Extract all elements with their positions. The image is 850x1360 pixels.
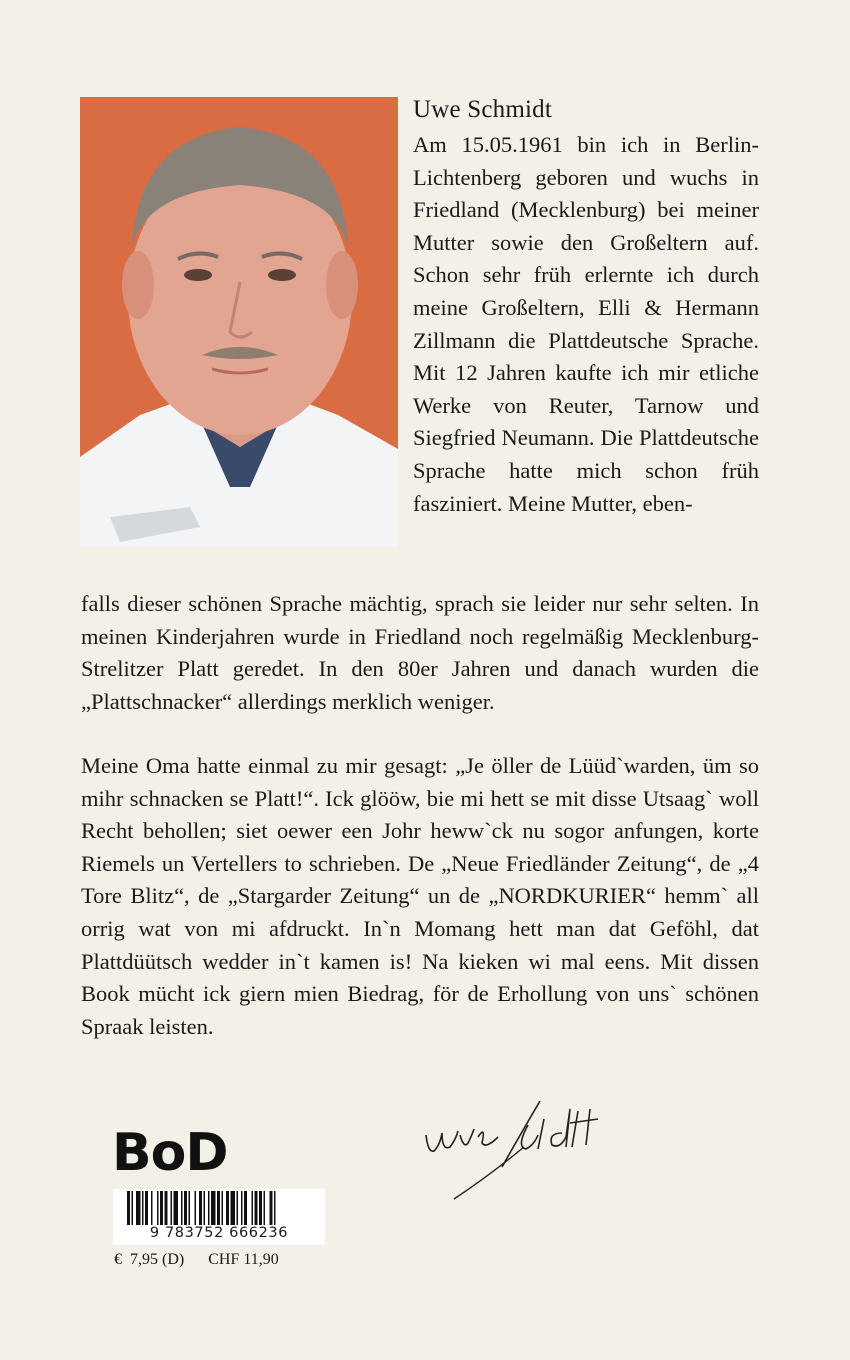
barcode-bar bbox=[204, 1191, 206, 1225]
barcode-bar bbox=[241, 1191, 243, 1225]
barcode-bar bbox=[145, 1191, 148, 1225]
publisher-logo: BoD bbox=[112, 1123, 228, 1183]
barcode-bar bbox=[199, 1191, 202, 1225]
barcode-bar bbox=[151, 1191, 153, 1225]
barcode-bar bbox=[217, 1191, 220, 1225]
barcode-bar bbox=[171, 1191, 173, 1225]
bio-text-continued: falls dieser schönen Sprache mächtig, sprach sie leider nur sehr selten. In meinen Kinderjahren wurde in Friedland noch regelmäßig Mecklenburg-Strelitzer Platt geredet. In den 80er Jahren und danach wurden die „Plattschnacker“ allerdings merklich weniger. bbox=[81, 591, 759, 714]
barcode-bar bbox=[264, 1191, 266, 1225]
barcode-bar bbox=[231, 1191, 236, 1225]
barcode-bar bbox=[255, 1191, 258, 1225]
barcode-bar bbox=[127, 1191, 130, 1225]
barcode-bar bbox=[184, 1191, 187, 1225]
isbn-number: 9 783752 666236 bbox=[113, 1225, 325, 1241]
barcode-bar bbox=[274, 1191, 276, 1225]
price-info: € 7,95 (D) CHF 11,90 bbox=[114, 1251, 279, 1268]
barcode-bar bbox=[226, 1191, 229, 1225]
barcode-bar bbox=[142, 1191, 144, 1225]
author-name: Uwe Schmidt bbox=[413, 96, 552, 123]
isbn-barcode bbox=[113, 1189, 325, 1245]
bio-text-beside-photo: Am 15.05.1961 bin ich in Berlin-Lichtenberg geboren und wuchs in Friedland (Mecklenburg) bei meiner Mutter sowie den Großeltern auf. Schon sehr früh erlernte ich durch meine Großeltern, Elli & Hermann Zillmann die Plattdeutsche Sprache. Mit 12 Jahren kaufte ich mir etliche Werke von Reuter, Tarnow und Siegfried Neumann. Die Plattdeutsche Sprache hatte mich schon früh fasziniert. Meine Mutter, eben- bbox=[413, 132, 759, 516]
author-photo bbox=[80, 97, 398, 547]
barcode-bar bbox=[132, 1191, 134, 1225]
barcode-bar bbox=[136, 1191, 141, 1225]
barcode-bar bbox=[252, 1191, 254, 1225]
barcode-bar bbox=[208, 1191, 210, 1225]
barcode-bar bbox=[244, 1191, 247, 1225]
platt-paragraph: Meine Oma hatte einmal zu mir gesagt: „Je öller de Lüüd`warden, üm so mihr schnacken se Platt!“. Ick glööw, bie mi hett se mit disse Utsaag` woll Recht behollen; siet oewer een Johr heww`ck nu sogor anfungen, korte Riemels un Vertellers to schrieben. De „Neue Friedländer Zeitung“, de „4 Tore Blitz“, de „Stargarder Zeitung“ un de „NORDKURIER“ hemm` all orrig wat von mi afdruckt. In`n Momang hett man dat Geföhl, dat Plattdüütsch wedder in`t kamen is! Na kieken wi mal eens. Mit dissen Book mücht ick giern mien Biedrag, för de Erhollung von uns` schönen Spraak leisten. bbox=[81, 753, 759, 1039]
author-signature bbox=[420, 1095, 610, 1210]
barcode-bar bbox=[189, 1191, 191, 1225]
barcode-bar bbox=[211, 1191, 216, 1225]
barcode-bar bbox=[181, 1191, 183, 1225]
barcode-bar bbox=[165, 1191, 168, 1225]
barcode-bar bbox=[157, 1191, 159, 1225]
barcode-bar bbox=[237, 1191, 239, 1225]
barcode-bar bbox=[174, 1191, 179, 1225]
barcode-bar bbox=[270, 1191, 273, 1225]
barcode-bar bbox=[222, 1191, 224, 1225]
barcode-bar bbox=[195, 1191, 197, 1225]
barcode-bar bbox=[160, 1191, 163, 1225]
barcode-bar bbox=[259, 1191, 262, 1225]
